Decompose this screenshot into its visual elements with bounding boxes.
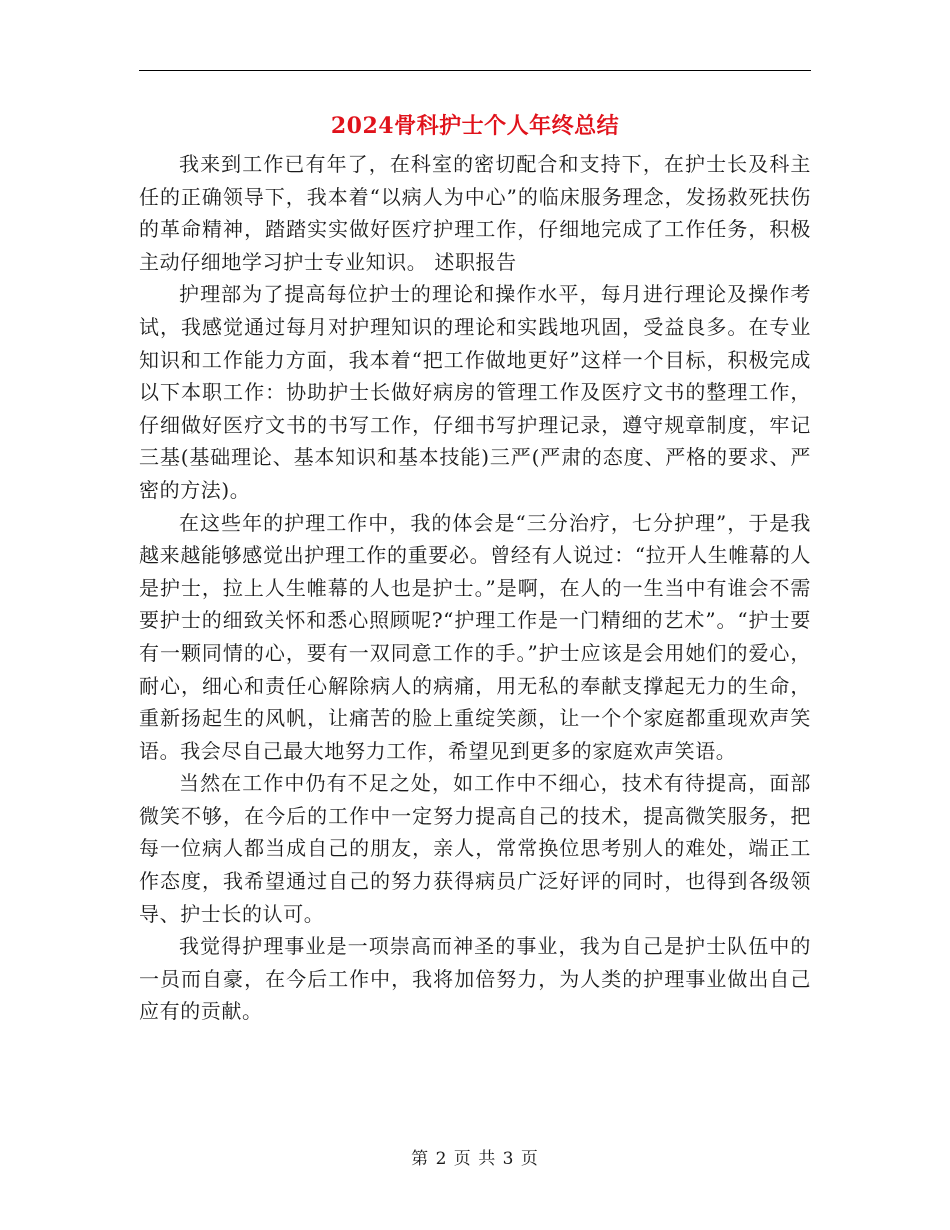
paragraph: 在这些年的护理工作中，我的体会是“三分治疗，七分护理”，于是我越来越能够感觉出护理工作的重要必。曾经有人说过：“拉开人生帷幕的人是护士，拉上人生帷幕的人也是护士。”是啊，在人的一生当中有谁会不需要护士的细致关怀和悉心照顾呢?“护理工作是一门精细的艺术”。“护士要有一颗同情的心，要有一双同意工作的手。”护士应该是会用她们的爱心，耐心，细心和责任心解除病人的病痛，用无私的奉献支撑起无力的生命，重新扬起生的风帆，让痛苦的脸上重绽笑颜，让一个个家庭都重现欢声笑语。我会尽自己最大地努力工作，希望见到更多的家庭欢声笑语。	[139, 510, 811, 763]
document-title: 2024骨科护士个人年终总结	[330, 113, 620, 139]
paragraph: 当然在工作中仍有不足之处，如工作中不细心，技术有待提高，面部微笑不够，在今后的工作中一定努力提高自己的技术，提高微笑服务，把每一位病人都当成自己的朋友，亲人，常常换位思考别人的难处，端正工作态度，我希望通过自己的努力获得病员广泛好评的同时，也得到各级领导、护士长的认可。	[139, 771, 811, 926]
document-body	[139, 148, 811, 1028]
header-rule	[139, 70, 811, 71]
page-number-footer: 第 2 页 共 3 页	[411, 1149, 539, 1169]
paragraph: 我来到工作已有年了，在科室的密切配合和支持下，在护士长及科主任的正确领导下，我本着“以病人为中心”的临床服务理念，发扬救死扶伤的革命精神，踏踏实实做好医疗护理工作，仔细地完成了工作任务，积极主动仔细地学习护士专业知识。 述职报告	[139, 152, 811, 274]
paragraph: 我觉得护理事业是一项崇高而神圣的事业，我为自己是护士队伍中的一员而自豪，在今后工作中，我将加倍努力，为人类的护理事业做出自己应有的贡献。	[139, 934, 811, 1024]
paragraph: 护理部为了提高每位护士的理论和操作水平，每月进行理论及操作考试，我感觉通过每月对护理知识的理论和实践地巩固，受益良多。在专业知识和工作能力方面，我本着“把工作做地更好”这样一个目标，积极完成以下本职工作：协助护士长做好病房的管理工作及医疗文书的整理工作，仔细做好医疗文书的书写工作，仔细书写护理记录，遵守规章制度，牢记三基(基础理论、基本知识和基本技能)三严(严肃的态度、严格的要求、严密的方法)。	[139, 282, 811, 502]
